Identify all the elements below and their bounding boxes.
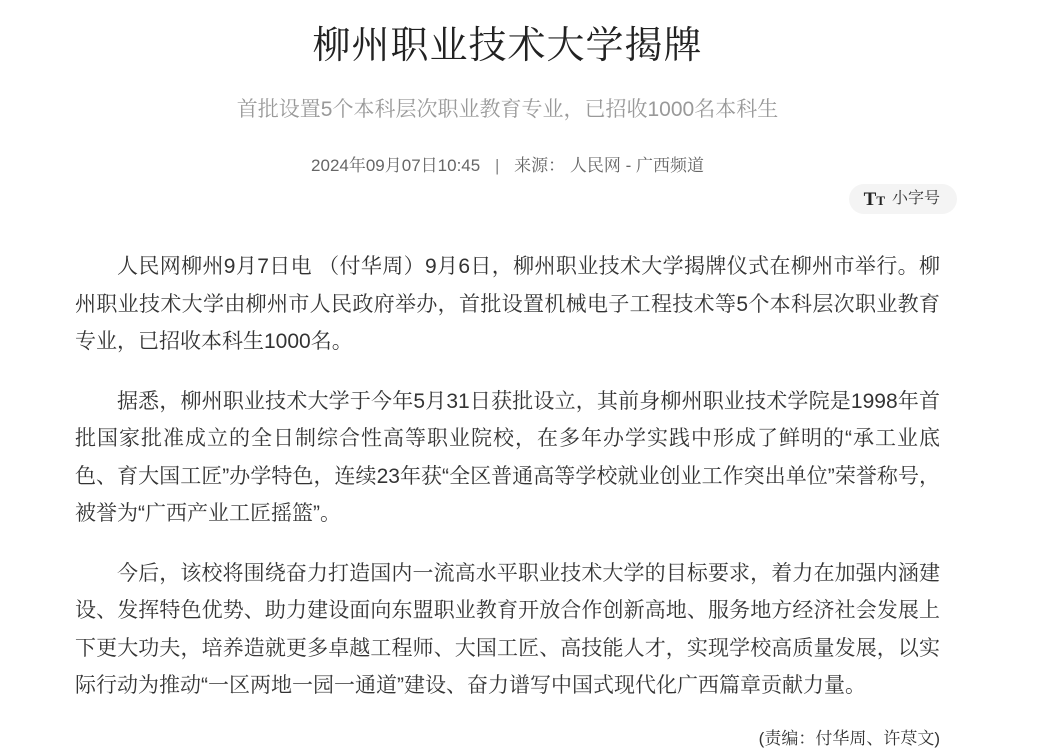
article-body [75, 248, 940, 705]
toolbar [75, 184, 940, 214]
meta-divider: | [494, 155, 500, 175]
article-subtitle: 首批设置5个本科层次职业教育专业，已招收1000名本科生 [236, 97, 779, 121]
font-size-icon-small-t: T [876, 192, 885, 208]
page-title: 柳州职业技术大学揭牌 [312, 25, 703, 67]
editor-credit: (责编：付华周、许荩文) [758, 728, 940, 748]
article-meta [75, 156, 940, 176]
font-size-icon-large-t: T [863, 188, 877, 210]
source-link[interactable]: 人民网 - 广西频道 [569, 155, 704, 175]
article-paragraph-3: 今后，该校将围绕奋力打造国内一流高水平职业技术大学的目标要求，着力在加强内涵建设、发挥特色优势、助力建设面向东盟职业教育开放合作创新高地、服务地方经济社会发展上下更大功夫，培养造就更多卓越工程师、大国工匠、高技能人才，实现学校高质量发展，以实际行动为推动“一区两地一园一通道”建设、奋力谱写中国式现代化广西篇章贡献力量。 [75, 561, 940, 698]
publish-date: 2024年09月07日10:45 [311, 155, 481, 175]
article-paragraph-2: 据悉，柳州职业技术大学于今年5月31日获批设立，其前身柳州职业技术学院是1998年首批国家批准成立的全日制综合性高等职业院校，在多年办学实践中形成了鲜明的“承工业底色、育大国工匠”办学特色，连续23年获“全区普通高等学校就业创业工作突出单位”荣誉称号，被誉为“广西产业工匠摇篮”。 [75, 389, 940, 526]
article-paragraph-1: 人民网柳州9月7日电 （付华周）9月6日，柳州职业技术大学揭牌仪式在柳州市举行。柳州职业技术大学由柳州市人民政府举办，首批设置机械电子工程技术等5个本科层次职业教育专业，已招收本科生1000名。 [75, 255, 940, 354]
font-size-icon [864, 190, 885, 209]
font-size-button[interactable] [849, 184, 957, 214]
source-label: 来源： [514, 155, 566, 175]
font-size-label: 小字号 [891, 190, 940, 208]
